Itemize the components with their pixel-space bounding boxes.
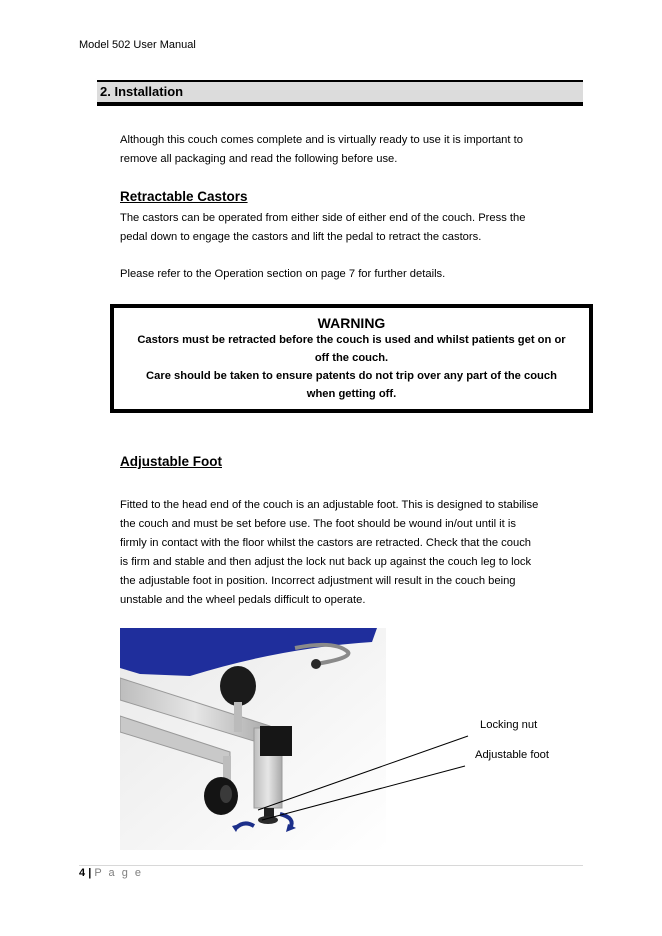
locking-nut-leader [258, 736, 468, 810]
footer-rule [79, 865, 583, 866]
foot-line: the couch and must be set before use. The foot should be wound in/out until it is [120, 518, 516, 530]
page-footer [79, 867, 143, 879]
locking-nut-label: Locking nut [480, 719, 538, 731]
foot-heading: Adjustable Foot [120, 454, 222, 469]
page-number: 4 [79, 867, 86, 879]
foot-line: the adjustable foot in position. Incorrect adjustment will result in the couch being [120, 575, 516, 587]
foot-line: unstable and the wheel pedals difficult to operate. [120, 594, 366, 606]
warning-title: WARNING [317, 315, 386, 331]
warning-line: Castors must be retracted before the couch is used and whilst patients get on or [137, 334, 566, 346]
running-header: Model 502 User Manual [79, 39, 196, 51]
intro-line: Although this couch comes complete and is virtually ready to use it is important to [120, 134, 523, 146]
castors-refer: Please refer to the Operation section on page 7 for further details. [120, 268, 446, 280]
section-title: 2. Installation [100, 84, 184, 99]
foot-line: is firm and stable and then adjust the lock nut back up against the couch leg to lock [120, 556, 532, 568]
warning-line: Care should be taken to ensure patents do not trip over any part of the couch [146, 370, 557, 382]
intro-line: remove all packaging and read the following before use. [120, 153, 398, 165]
adjustable-foot-label: Adjustable foot [475, 749, 550, 761]
footer-separator: | [88, 867, 92, 879]
page-word: P a g e [94, 867, 143, 879]
castors-line: The castors can be operated from either side of either end of the couch. Press the [120, 212, 526, 224]
warning-line: when getting off. [306, 388, 397, 400]
foot-line: firmly in contact with the floor whilst the castors are retracted. Check that the couch [120, 537, 532, 549]
castors-heading: Retractable Castors [120, 189, 248, 204]
castors-line: pedal down to engage the castors and lift the pedal to retract the castors. [120, 231, 482, 243]
foot-line: Fitted to the head end of the couch is an adjustable foot. This is designed to stabilise [120, 499, 539, 511]
warning-line: off the couch. [314, 352, 389, 364]
adjustable-foot-leader [262, 766, 465, 820]
